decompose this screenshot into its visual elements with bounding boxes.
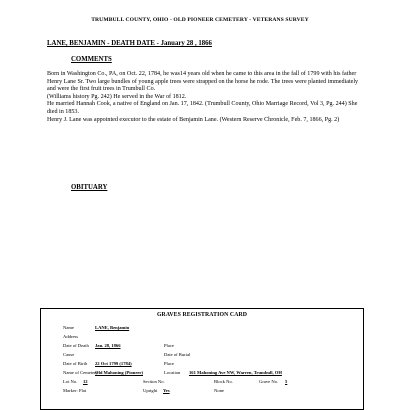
card-row-cemetery [41, 370, 363, 377]
card-row-name [41, 325, 363, 332]
marker-label: Marker: Flat [63, 388, 87, 393]
card-row-birth [41, 361, 363, 368]
location-value: 161 Mahoning Ave NW, Warren, Trumbull, OH [189, 370, 282, 375]
comments-paragraph: Henry J. Lane was appointed executor to the estate of Benjamin Lane. (Western Reserve Chronicle, Feb. 7, 1866, Pg. 2) [47, 116, 340, 123]
card-row-lot [41, 379, 363, 386]
place2-label: Place [164, 361, 174, 366]
cause-label: Cause [63, 352, 75, 357]
place-label: Place [164, 343, 174, 348]
card-title: GRAVES REGISTRATION CARD [156, 312, 248, 318]
lot-label: Lot No. [63, 379, 78, 384]
comments-paragraph: Born in Washington Co., PA, on Oct. 22, 1784, he was14 years old when he came to this area in the fall of 1799 with his father Henry Lane Sr. Two large bundles of young apple trees were strapped on the horse he rode. The trees were planted immediately and were the first fruit trees in Trumbull Co. [47, 71, 359, 93]
graves-registration-card [40, 308, 364, 410]
card-row-death [41, 343, 363, 350]
upright-label: Upright [143, 388, 158, 393]
obituary-heading: OBITUARY [71, 184, 108, 191]
card-row-cause [41, 352, 363, 359]
lot-value: 12 [83, 379, 88, 384]
name-value: LANE, Benjamin [95, 325, 130, 330]
location-label: Location [164, 370, 181, 375]
date-of-birth-value: 22 Oct 1799 (1784) [95, 361, 132, 366]
grave-value: 5 [285, 379, 288, 384]
date-of-death-value: Jan. 28, 1866 [95, 343, 121, 348]
cemetery-value: Old Mahoning (Pioneer) [95, 370, 143, 375]
address-label: Address [63, 334, 79, 339]
record-title: LANE, BENJAMIN - DEATH DATE - January 28 , 1866 [47, 40, 212, 47]
date-of-death-label: Date of Death [63, 343, 89, 348]
name-label: Name [63, 325, 74, 330]
comments-paragraph: He married Hannah Cook, a native of England on Jan. 17, 1842. (Trumbull County, Ohio Marriage Record, Vol 3, Pg. 244) She died in 1853. [47, 101, 358, 115]
upright-value: Yes [163, 388, 170, 393]
comments-paragraph: (Williams history Pg. 242) He served in the War of 1812. [47, 93, 187, 100]
cemetery-label: Name of Cemetery [63, 370, 98, 375]
date-of-burial-label: Date of Burial [164, 352, 191, 357]
page-header: TRUMBULL COUNTY, OHIO - OLD PIONEER CEMETERY - VETERANS SURVEY [91, 17, 309, 23]
section-label: Section No. [143, 379, 165, 384]
block-label: Block No. [214, 379, 233, 384]
card-row-marker [41, 388, 363, 395]
none-label: None [214, 388, 224, 393]
date-of-birth-label: Date of Birth [63, 361, 88, 366]
comments-heading: COMMENTS [71, 56, 112, 63]
comments-body [47, 71, 367, 124]
card-row-address [41, 334, 363, 341]
grave-label: Grave No. [259, 379, 279, 384]
